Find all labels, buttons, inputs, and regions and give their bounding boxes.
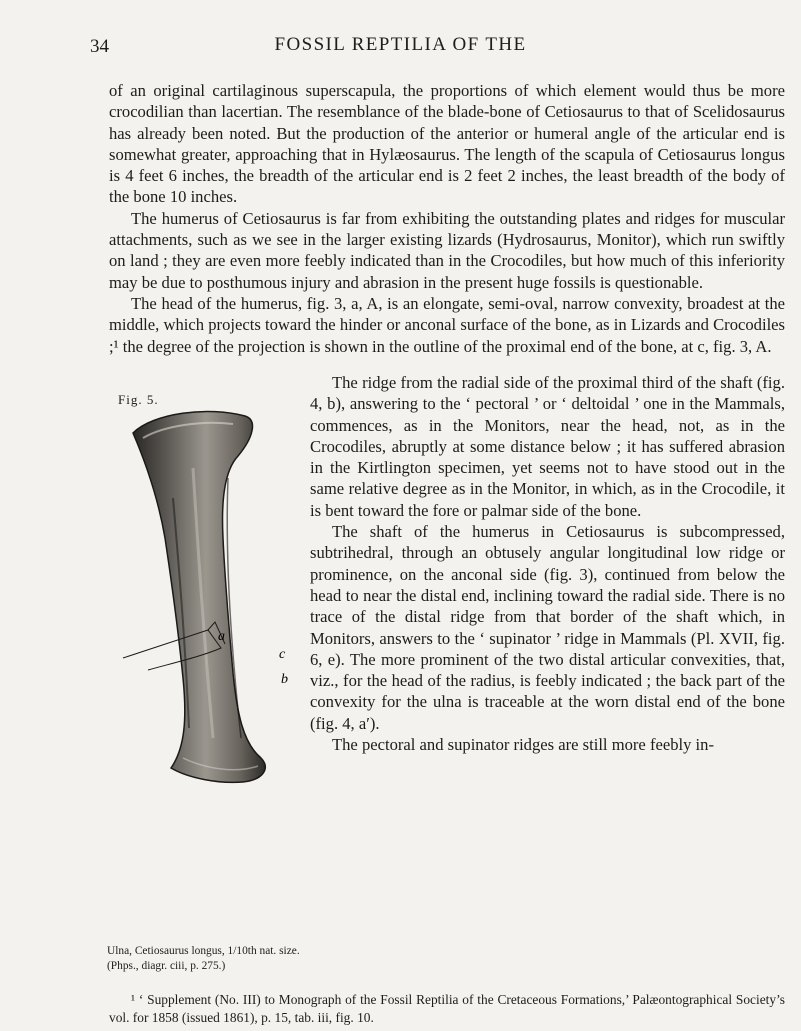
paragraph-pectoral-ridge: The ridge from the radial side of the proximal third of the shaft (fig. 4, b), answering to the ‘ pectoral ’ or ‘ deltoidal ’ one in the Mammals, commences, as in the Monitors, near the head, not, as in the Crocodiles, abruptly at some distance below ; it has suffered abrasion in the Kirtlington specimen, yet seems not to have stood out in the same relative degree as in the Monitor, in which, as in the Crocodile, it is bent toward the fore or palmar side of the bone. [310,373,785,520]
ulna-bone-shape [133,411,265,782]
paragraph-shaft: The shaft of the humerus in Cetiosaurus is subcompressed, subtrihedral, through an obtusely angular longitudinal low ridge or prominence, on the anconal side (fig. 3), continued from below the head to near the distal end, inclining toward the radial side. There is no trace of the distal ridge from that border of the shaft which, in Monitors, answers to the ‘ supinator ’ ridge in Mammals (Pl. XVII, fig. 6, e). The more prominent of the two distal articular convexities, that, viz., for the head of the radius, is feebly indicated ; the back part of the convexity for the ulna is traceable at the worn distal end of the bone (fig. 4, a′). [310,522,785,733]
footnote-text: ¹ ‘ Supplement (No. III) to Monograph of the Fossil Reptilia of the Cretaceous Formations,’ Palæontographical Society’s vol. for 1858 (issued 1861), p. 15, tab. iii, fig. 10. [109,992,785,1025]
figure-caption: Ulna, Cetiosaurus longus, 1/10th nat. size. (Phps., diagr. ciii, p. 275.) [107,945,300,972]
body-text-wrapped [310,372,785,755]
label-b: b [281,672,288,687]
label-a: a [218,629,225,644]
figure-label: Fig. 5. [118,392,159,407]
running-title: FOSSIL REPTILIA OF THE [274,34,527,55]
paragraph-scapula: of an original cartilaginous superscapula, the proportions of which element would thus be more crocodilian than lacertian. The resemblance of the blade-bone of Cetiosaurus to that of Scelidosaurus has already been noted. But the production of the anterior or humeral angle of the articular end is somewhat greater, approaching that in Hylæosaurus. The length of the scapula of Cetiosaurus longus is 4 feet 6 inches, the breadth of the articular end is 2 feet 2 inches, the least breadth of the body of the bone 10 inches. [109,81,785,207]
paragraph-humerus: The humerus of Cetiosaurus is far from exhibiting the outstanding plates and ridges for muscular attachments, such as we see in the larger existing lizards (Hydrosaurus, Monitor), which run swiftly on land ; they are even more feebly indicated than in the Crocodiles, but how much of this inferiority may be due to posthumous injury and abrasion in the present huge fossils is questionable. [109,208,785,292]
footnote [109,991,785,1026]
ulna-figure [113,408,303,798]
paragraph-ridges: The pectoral and supinator ridges are still more feebly in- [332,735,714,755]
page-number: 34 [90,36,109,57]
body-text-top [109,80,785,357]
label-c: c [279,647,286,662]
paragraph-humerus-head: The head of the humerus, fig. 3, a, A, is an elongate, semi-oval, narrow convexity, broadest at the middle, which projects toward the hinder or anconal surface of the bone, as in Lizards and Crocodiles ;¹ the degree of the projection is shown in the outline of the proximal end of the bone, at c, fig. 3, A. [109,293,785,356]
